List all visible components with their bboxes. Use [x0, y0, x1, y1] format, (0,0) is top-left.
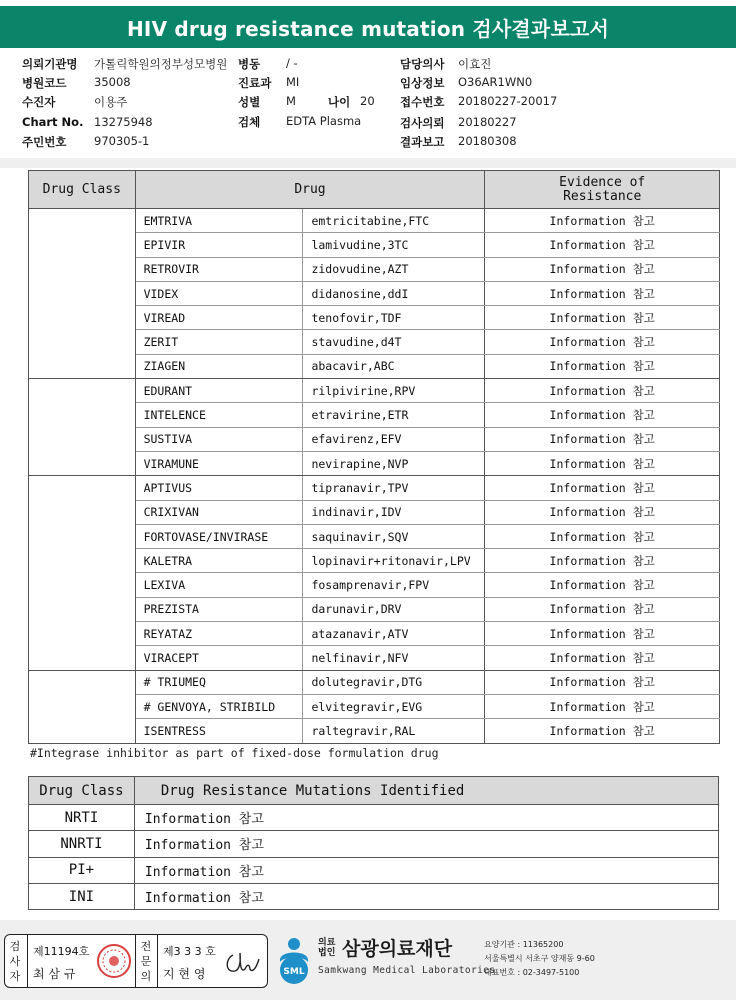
- mutation-value-cell: Information 참고: [134, 831, 718, 857]
- drug-generic-cell: lopinavir+ritonavir,LPV: [303, 549, 485, 573]
- evidence-cell: Information 참고: [485, 524, 720, 548]
- evidence-header-line2: Resistance: [563, 188, 642, 204]
- chart-no-value: 13275948: [94, 115, 153, 129]
- drug-table-header-row: [29, 171, 720, 209]
- evidence-cell: Information 참고: [485, 500, 720, 524]
- department-label: 진료과: [238, 76, 272, 90]
- test-request-label: 검사의뢰: [400, 116, 445, 130]
- specialist-license: 제3 3 3 호: [163, 945, 216, 958]
- evidence-cell: Information 참고: [485, 257, 720, 281]
- drug-generic-cell: atazanavir,ATV: [303, 622, 485, 646]
- drug-brand-cell: ISENTRESS: [135, 719, 303, 743]
- drug-class-header: Drug Class: [29, 171, 136, 209]
- evidence-cell: Information 참고: [485, 670, 720, 694]
- drug-brand-cell: VIDEX: [135, 281, 303, 305]
- organization-logo: [272, 932, 734, 990]
- examiner-seal-icon: [95, 941, 133, 981]
- evidence-header: [485, 171, 720, 209]
- mutation-value-cell: Information 참고: [134, 805, 718, 831]
- drug-brand-cell: KALETRA: [135, 549, 303, 573]
- specialist-label-char-1: 전: [140, 940, 152, 953]
- evidence-cell: Information 참고: [485, 330, 720, 354]
- drug-brand-cell: SUSTIVA: [135, 427, 303, 451]
- drug-brand-cell: LEXIVA: [135, 573, 303, 597]
- age-value: 20: [360, 94, 375, 108]
- evidence-cell: Information 참고: [485, 233, 720, 257]
- department-value: MI: [286, 75, 300, 89]
- drug-brand-cell: INTELENCE: [135, 403, 303, 427]
- mutation-class-cell: NNRTI: [29, 831, 135, 857]
- mutation-table-body: [29, 805, 719, 910]
- mutation-table-header-row: [29, 777, 719, 805]
- org-info-line3: 대표번호 : 02-3497-5100: [484, 968, 580, 977]
- specialist-label-char-3: 의: [140, 970, 152, 983]
- signature-divider: [135, 935, 136, 987]
- evidence-cell: Information 참고: [485, 451, 720, 475]
- mutation-row: [29, 883, 719, 909]
- chart-no-label: Chart No.: [22, 115, 84, 129]
- sex-value: M: [286, 94, 296, 108]
- evidence-cell: Information 참고: [485, 427, 720, 451]
- drug-generic-cell: etravirine,ETR: [303, 403, 485, 427]
- org-contact-info: [484, 938, 595, 980]
- drug-generic-cell: nevirapine,NVP: [303, 451, 485, 475]
- drug-generic-cell: raltegravir,RAL: [303, 719, 485, 743]
- patient-info: [0, 54, 736, 156]
- drug-row: [29, 379, 720, 403]
- drug-generic-cell: elvitegravir,EVG: [303, 694, 485, 718]
- evidence-cell: Information 참고: [485, 719, 720, 743]
- mutation-drug-class-header: Drug Class: [29, 777, 135, 805]
- hospital-code-value: 35008: [94, 75, 131, 89]
- drug-generic-cell: lamivudine,3TC: [303, 233, 485, 257]
- drug-brand-cell: CRIXIVAN: [135, 500, 303, 524]
- sml-logo-text: SML: [283, 967, 305, 977]
- drug-generic-cell: rilpivirine,RPV: [303, 379, 485, 403]
- drug-row: [29, 670, 720, 694]
- examiner-license: 제11194호: [33, 945, 90, 958]
- drug-row: [29, 476, 720, 500]
- drug-brand-cell: ZIAGEN: [135, 354, 303, 378]
- evidence-cell: Information 참고: [485, 549, 720, 573]
- drug-row: [29, 209, 720, 233]
- sml-logo-icon: [274, 936, 314, 986]
- drug-generic-cell: tenofovir,TDF: [303, 306, 485, 330]
- report-title: HIV drug resistance mutation 검사결과보고서: [0, 6, 736, 48]
- drug-brand-cell: VIREAD: [135, 306, 303, 330]
- drug-generic-cell: indinavir,IDV: [303, 500, 485, 524]
- drug-header: Drug: [135, 171, 485, 209]
- org-info-line2: 서울특별시 서초구 양재동 9-60: [484, 954, 595, 963]
- evidence-cell: Information 참고: [485, 476, 720, 500]
- examiner-label-char-2: 사: [9, 955, 21, 968]
- mutation-row: [29, 831, 719, 857]
- evidence-cell: Information 참고: [485, 622, 720, 646]
- org-english-name: Samkwang Medical Laboratories: [318, 965, 496, 976]
- sex-label: 성별: [238, 95, 261, 109]
- drug-generic-cell: abacavir,ABC: [303, 354, 485, 378]
- evidence-cell: Information 참고: [485, 646, 720, 670]
- ward-value: / -: [286, 56, 298, 70]
- resident-number-label: 주민번호: [22, 135, 67, 149]
- drug-brand-cell: EPIVIR: [135, 233, 303, 257]
- mutation-table: [28, 776, 719, 910]
- ward-label: 병동: [238, 57, 261, 71]
- mutation-row: [29, 857, 719, 883]
- evidence-cell: Information 참고: [485, 573, 720, 597]
- drug-brand-cell: RETROVIR: [135, 257, 303, 281]
- evidence-cell: Information 참고: [485, 354, 720, 378]
- signature-divider: [27, 935, 28, 987]
- clinical-info-label: 임상정보: [400, 76, 445, 90]
- drug-class-cell: [29, 209, 136, 379]
- drug-generic-cell: zidovudine,AZT: [303, 257, 485, 281]
- drug-resistance-table: [28, 170, 720, 744]
- drug-generic-cell: dolutegravir,DTG: [303, 670, 485, 694]
- specialist-label: [139, 939, 153, 984]
- drug-class-cell: [29, 670, 136, 743]
- evidence-cell: Information 참고: [485, 403, 720, 427]
- examiner-label: [8, 939, 22, 984]
- mutations-identified-header: Drug Resistance Mutations Identified: [134, 777, 718, 805]
- drug-generic-cell: stavudine,d4T: [303, 330, 485, 354]
- signature-box: [4, 934, 268, 988]
- mutation-value-cell: Information 참고: [134, 883, 718, 909]
- drug-class-cell: [29, 379, 136, 476]
- org-name: 삼광의료재단: [342, 938, 453, 960]
- evidence-cell: Information 참고: [485, 281, 720, 305]
- specimen-label: 검체: [238, 115, 261, 129]
- section-separator: [0, 158, 736, 168]
- age-label: 나이: [328, 95, 351, 109]
- drug-class-cell: [29, 476, 136, 670]
- resident-number-value: 970305-1: [94, 134, 150, 148]
- specimen-value: EDTA Plasma: [286, 114, 362, 128]
- specialist-name: 지 현 영: [163, 967, 206, 981]
- requesting-institution-label: 의뢰기관명: [22, 57, 78, 71]
- patient-name-value: 이용주: [94, 95, 128, 109]
- drug-generic-cell: tipranavir,TPV: [303, 476, 485, 500]
- drug-brand-cell: EMTRIVA: [135, 209, 303, 233]
- drug-brand-cell: EDURANT: [135, 379, 303, 403]
- drug-brand-cell: VIRAMUNE: [135, 451, 303, 475]
- drug-brand-cell: ZERIT: [135, 330, 303, 354]
- footnote: #Integrase inhibitor as part of fixed-dose formulation drug: [30, 746, 439, 760]
- evidence-cell: Information 참고: [485, 306, 720, 330]
- mutation-row: [29, 805, 719, 831]
- mutation-class-cell: PI+: [29, 857, 135, 883]
- result-report-label: 결과보고: [400, 135, 445, 149]
- result-report-value: 20180308: [458, 134, 517, 148]
- drug-brand-cell: APTIVUS: [135, 476, 303, 500]
- drug-brand-cell: # TRIUMEQ: [135, 670, 303, 694]
- drug-generic-cell: emtricitabine,FTC: [303, 209, 485, 233]
- drug-brand-cell: FORTOVASE/INVIRASE: [135, 524, 303, 548]
- evidence-cell: Information 참고: [485, 597, 720, 621]
- specialist-label-char-2: 문: [140, 955, 152, 968]
- drug-brand-cell: REYATAZ: [135, 622, 303, 646]
- org-info-line1: 요양기관 : 11365200: [484, 940, 564, 949]
- requesting-institution-value: 가톨릭학원의정부성모병원: [94, 57, 228, 71]
- receipt-number-label: 접수번호: [400, 95, 445, 109]
- evidence-cell: Information 참고: [485, 379, 720, 403]
- drug-table-body: [29, 209, 720, 744]
- receipt-number-value: 20180227-20017: [458, 94, 558, 108]
- specialist-signature-icon: [223, 945, 263, 979]
- physician-value: 이효진: [458, 57, 492, 71]
- org-prefix: 의료법인: [318, 938, 336, 958]
- signature-divider: [157, 935, 158, 987]
- test-request-value: 20180227: [458, 115, 517, 129]
- patient-name-label: 수진자: [22, 95, 56, 109]
- evidence-cell: Information 참고: [485, 694, 720, 718]
- mutation-class-cell: INI: [29, 883, 135, 909]
- mutation-class-cell: NRTI: [29, 805, 135, 831]
- examiner-label-char-1: 검: [9, 940, 21, 953]
- physician-label: 담당의사: [400, 57, 445, 71]
- drug-generic-cell: nelfinavir,NFV: [303, 646, 485, 670]
- examiner-label-char-3: 자: [9, 970, 21, 983]
- mutation-value-cell: Information 참고: [134, 857, 718, 883]
- drug-generic-cell: darunavir,DRV: [303, 597, 485, 621]
- drug-generic-cell: didanosine,ddI: [303, 281, 485, 305]
- hospital-code-label: 병원코드: [22, 76, 67, 90]
- drug-brand-cell: # GENVOYA, STRIBILD: [135, 694, 303, 718]
- evidence-header-line1: Evidence of: [559, 174, 646, 190]
- evidence-cell: Information 참고: [485, 209, 720, 233]
- drug-brand-cell: PREZISTA: [135, 597, 303, 621]
- drug-generic-cell: efavirenz,EFV: [303, 427, 485, 451]
- drug-generic-cell: fosamprenavir,FPV: [303, 573, 485, 597]
- drug-brand-cell: VIRACEPT: [135, 646, 303, 670]
- drug-generic-cell: saquinavir,SQV: [303, 524, 485, 548]
- examiner-name: 최 삼 규: [33, 967, 76, 981]
- clinical-info-value: O36AR1WN0: [458, 75, 533, 89]
